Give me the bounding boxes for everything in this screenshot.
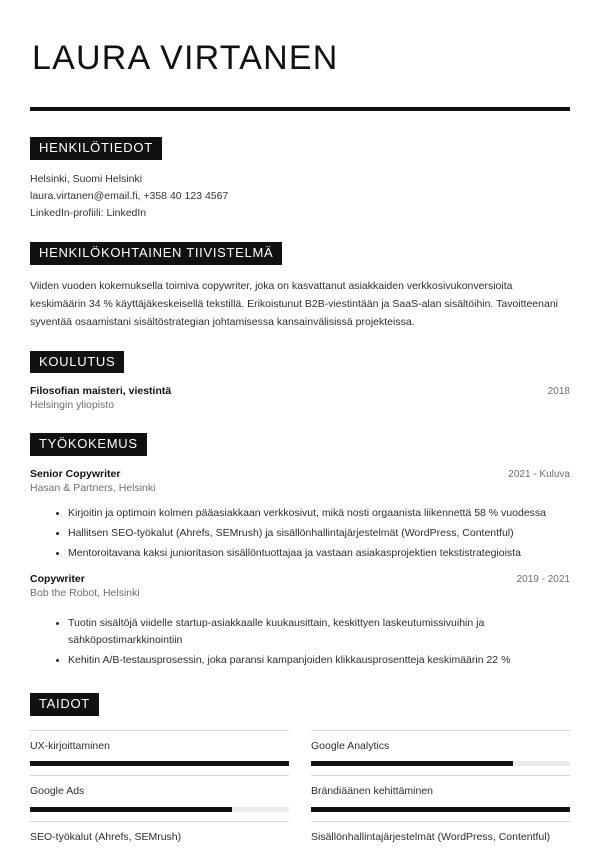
experience-entry — [30, 573, 570, 599]
contact-line-location: Helsinki, Suomi Helsinki — [30, 173, 143, 186]
section-summary — [30, 242, 570, 331]
education-entry-header — [30, 385, 570, 397]
contact-details — [30, 171, 570, 222]
section-education — [30, 351, 570, 412]
section-heading-summary: HENKILÖKOHTAINEN TIIVISTELMÄ — [30, 242, 282, 265]
contact-line-linkedin[interactable]: LinkedIn-profiili: LinkedIn — [30, 207, 147, 220]
skill-progress-fill — [30, 807, 232, 812]
list-item: Tuotin sisältöjä viidelle startup-asiakkaalle kuukausittain, keskittyen laskeutumissivuihin ja sähköpostimarkkinointiin — [56, 615, 570, 649]
section-heading-education: KOULUTUS — [30, 351, 124, 374]
skill-progress-fill — [311, 807, 570, 812]
skill-item — [30, 730, 289, 776]
skill-item — [311, 821, 570, 848]
skill-label: SEO-työkalut (Ahrefs, SEMrush) — [30, 830, 182, 843]
skill-item — [311, 775, 570, 821]
section-experience — [30, 433, 570, 669]
skill-label: Google Analytics — [311, 739, 390, 752]
experience-date: 2019 - 2021 — [516, 574, 570, 586]
header-divider — [30, 107, 570, 111]
section-heading-contact: HENKILÖTIEDOT — [30, 137, 162, 160]
contact-line-email-phone[interactable]: laura.virtanen@email.fi, +358 40 123 4567 — [30, 190, 229, 203]
experience-company: Bob the Robot, Helsinki — [30, 587, 140, 600]
section-heading-experience: TYÖKOKEMUS — [30, 433, 147, 456]
skill-progress-fill — [311, 761, 513, 766]
skill-item — [311, 730, 570, 776]
list-item: Mentoroitavana kaksi junioritason sisällöntuottajaa ja vastaan asiakasprojektien tekstistrategioista — [56, 545, 570, 562]
experience-entry — [30, 468, 570, 494]
list-item: Hallitsen SEO-työkalut (Ahrefs, SEMrush) ja sisällönhallintajärjestelmät (WordPress, Contentful) — [56, 525, 570, 542]
education-degree: Filosofian maisteri, viestintä — [30, 385, 172, 398]
skill-label: Google Ads — [30, 785, 85, 798]
education-institution: Helsingin yliopisto — [30, 399, 115, 412]
education-entry — [30, 385, 570, 411]
skill-progress-track — [311, 807, 570, 812]
section-skills — [30, 693, 570, 848]
skill-label: Brändiäänen kehittäminen — [311, 785, 434, 798]
skill-progress-fill — [30, 761, 289, 766]
education-date: 2018 — [547, 386, 570, 398]
list-item: Kirjoitin ja optimoin kolmen pääasiakkaan verkkosivut, mikä nosti orgaanista liikennettä 58 % vuodessa — [56, 505, 570, 522]
skill-item — [30, 821, 289, 848]
skill-label: Sisällönhallintajärjestelmät (WordPress, Contentful) — [311, 830, 551, 843]
section-contact — [30, 137, 570, 222]
section-heading-skills: TAIDOT — [30, 693, 99, 716]
experience-job-title: Senior Copywriter — [30, 468, 121, 481]
experience-bullet-list — [30, 505, 570, 562]
skill-progress-track — [30, 807, 289, 812]
experience-bullet-list — [30, 615, 570, 669]
summary-text: Viiden vuoden kokemuksella toimiva copywriter, joka on kasvattanut asiakkaiden verkkosivukonversioita keskimäärin 34 % käyttäjäkeskeisellä tekstillä. Erikoistunut B2B-viestintään ja SaaS-alan sisältöihin. Tavoitteenani syventää osaamistani sisältöstrategian johtamisessa kansainvälisissä projekteissa. — [30, 279, 558, 328]
skill-progress-track — [311, 761, 570, 766]
experience-company: Hasan & Partners, Helsinki — [30, 482, 156, 495]
experience-entry-header — [30, 468, 570, 480]
skill-progress-track — [30, 761, 289, 766]
experience-date: 2021 - Kuluva — [508, 469, 570, 481]
list-item: Kehitin A/B-testausprosessin, joka paransi kampanjoiden klikkausprosentteja keskimäärin 22 % — [56, 652, 570, 669]
skills-grid — [30, 730, 570, 848]
page-title: LAURA VIRTANEN — [32, 39, 339, 77]
skill-label: UX-kirjoittaminen — [30, 739, 110, 752]
skill-item — [30, 775, 289, 821]
experience-entry-header — [30, 573, 570, 585]
experience-job-title: Copywriter — [30, 573, 85, 586]
